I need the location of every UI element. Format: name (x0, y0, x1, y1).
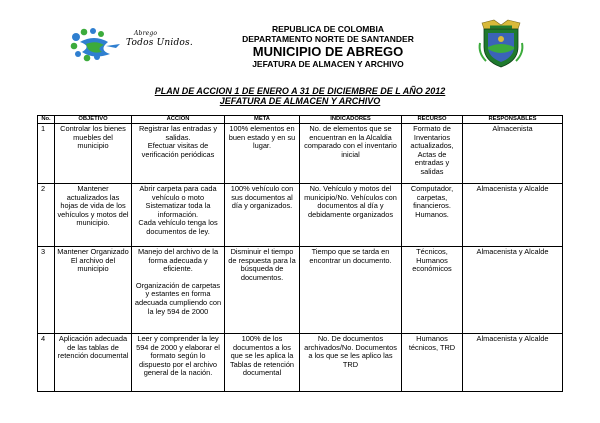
responsables-cell: Almacenista y Alcalde (463, 184, 563, 247)
document-header (0, 0, 600, 85)
row-number: 4 (38, 334, 55, 392)
table-row (38, 334, 563, 392)
responsables-cell: Almacenista y Alcalde (463, 247, 563, 334)
objetivo-cell: Controlar los bienes muebles del municipio (55, 124, 132, 184)
recurso-cell: Formato de Inventarios actualizados, Actas de entradas y salidas (402, 124, 463, 184)
header-accion: ACCION (132, 116, 225, 124)
accion-line: Registrar las entradas y salidas. (138, 124, 218, 142)
table-header-row (38, 116, 563, 124)
objetivo-cell: Aplicación adecuada de las tablas de retención documental (55, 334, 132, 392)
responsables-cell: Almacenista y Alcalde (463, 334, 563, 392)
accion-cell (132, 184, 225, 247)
responsables-cell: Almacenista (463, 124, 563, 184)
meta-cell: 100% vehículo con sus documentos al día y organizados. (225, 184, 300, 247)
plan-title-line2: JEFATURA DE ALMACEN Y ARCHIVO (219, 96, 381, 106)
recurso-cell: Técnicos, Humanos económicos (402, 247, 463, 334)
header-responsables: RESPONSABLES (463, 116, 563, 124)
municipal-motto (126, 30, 193, 48)
accion-line: Leer y comprender la ley 594 de 2000 y elaborar el formato según lo dispuesto por el archivo general de la nación. (136, 334, 220, 378)
indicadores-cell: No. Vehículo y motos del municipio/No. Vehículos con documentos al día y debidamente organizados (300, 184, 402, 247)
row-number: 3 (38, 247, 55, 334)
recurso-cell: Computador, carpetas, financieros. Humanos. (402, 184, 463, 247)
table-row (38, 124, 563, 184)
department-title: DEPARTAMENTO NORTE DE SANTANDER (242, 34, 414, 44)
header-recurso: RECURSO (402, 116, 463, 124)
row-number: 2 (38, 184, 55, 247)
accion-line: Abrir carpeta para cada vehículo o moto (139, 184, 217, 202)
accion-line: Efectuar visitas de verificación periódicas (141, 141, 215, 159)
meta-cell: Disminuir el tiempo de respuesta para la búsqueda de documentos. (225, 247, 300, 334)
header-titles (228, 24, 428, 70)
header-objetivo: OBJETIVO (55, 116, 132, 124)
table-row (38, 184, 563, 247)
accion-cell (132, 124, 225, 184)
objetivo-cell: Mantener actualizados las hojas de vida de los vehículos y motos del municipio. (55, 184, 132, 247)
municipality-title: MUNICIPIO DE ABREGO (252, 44, 404, 59)
meta-cell: 100% elementos en buen estado y en su lugar. (225, 124, 300, 184)
office-title: JEFATURA DE ALMACEN Y ARCHIVO (252, 59, 404, 69)
accion-cell (132, 334, 225, 392)
action-plan-table (37, 115, 563, 392)
accion-line: Organización de carpetas y estantes en forma adecuada cumpliendo con la ley 594 de 2000 (134, 280, 222, 316)
objetivo-cell: Mantener Organizado El archivo del municipio (55, 247, 132, 334)
country-title: REPUBLICA DE COLOMBIA (271, 24, 385, 34)
indicadores-cell: No. De documentos archivados/No. Documentos a los que se les aplico las TRD (300, 334, 402, 392)
row-number: 1 (38, 124, 55, 184)
plan-title-line1: PLAN DE ACCION 1 DE ENERO A 31 DE DICIEMBRE DE L AÑO 2012 (154, 86, 446, 96)
accion-line: Manejo del archivo de la forma adecuada y eficiente. (137, 247, 219, 274)
motto-text: Todos Unidos. (126, 38, 193, 48)
meta-cell: 100% de los documentos a los que se les aplica la Tablas de retención documental (225, 334, 300, 392)
recurso-cell: Humanos técnicos, TRD (402, 334, 463, 392)
municipal-shield-icon (476, 17, 526, 69)
accion-cell (132, 247, 225, 334)
plan-title (100, 86, 500, 106)
table-row (38, 247, 563, 334)
motto-small: Abrego (134, 30, 158, 37)
accion-line: Cada vehículo tenga los documentos de ley. (138, 218, 218, 236)
indicadores-cell: Tiempo que se tarda en encontrar un documento. (300, 247, 402, 334)
header-meta: META (225, 116, 300, 124)
header-indicadores: INDICADORES (300, 116, 402, 124)
header-no: No. (38, 116, 55, 124)
indicadores-cell: No. de elementos que se encuentran en la Alcaldia comparado con el inventario inicial (300, 124, 402, 184)
accion-line: Sistematizar toda la información. (145, 201, 211, 219)
